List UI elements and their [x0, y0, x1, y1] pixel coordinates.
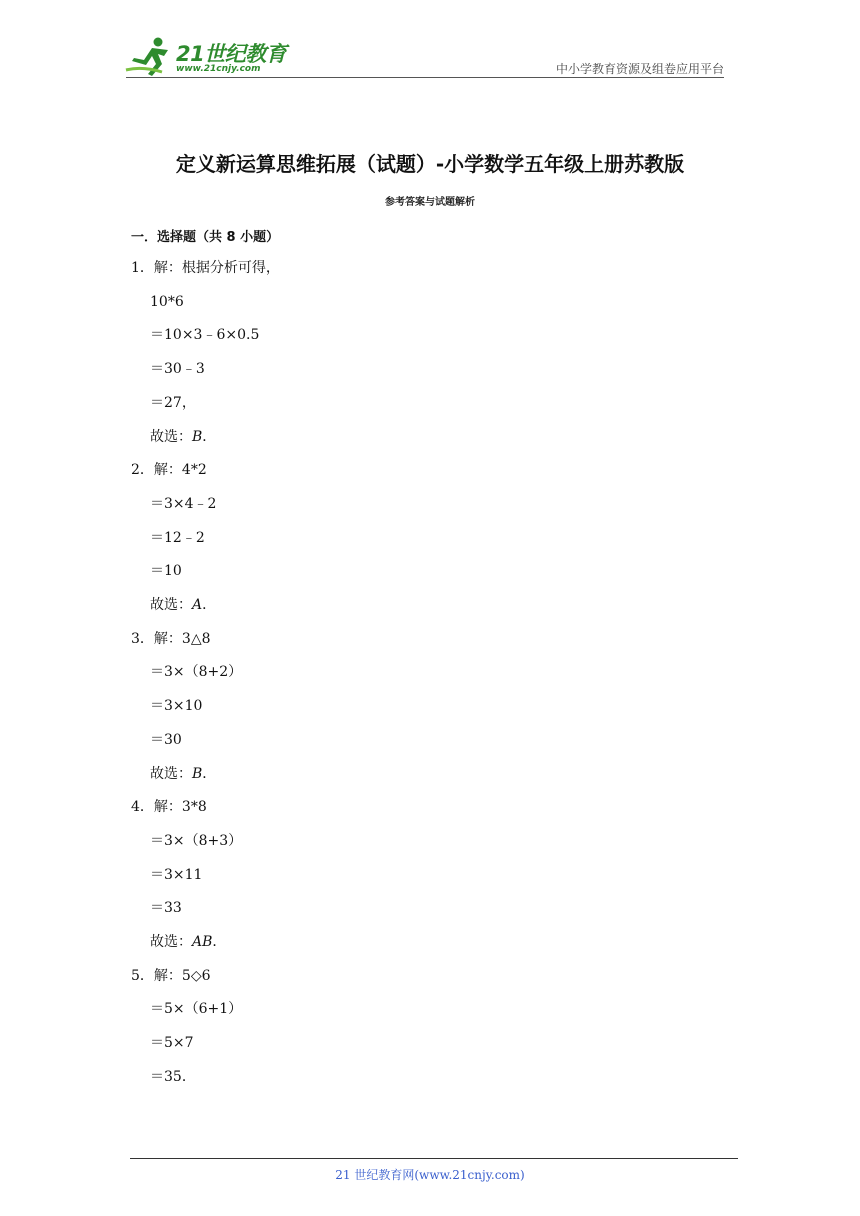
solution-step — [150, 765, 216, 783]
solution-step: ＝10×3﹣6×0.5 — [150, 327, 260, 343]
solution-step: ＝3×4﹣2 — [150, 496, 217, 512]
solution-step: ＝3×11 — [150, 867, 203, 883]
answer-suffix: ． — [212, 934, 227, 950]
answer-prefix: 故选： — [150, 934, 192, 950]
solution-step: ＝27， — [150, 395, 196, 411]
question-line: 2．解：4*2 — [131, 462, 207, 478]
answer-choice: A — [192, 597, 203, 613]
footer-divider — [130, 1158, 738, 1159]
page-title: 定义新运算思维拓展（试题）-小学数学五年级上册苏教版 — [175, 152, 685, 176]
solution-step: ＝10 — [150, 563, 182, 579]
solution-step: ＝30 — [150, 732, 182, 748]
answer-choice: AB — [192, 934, 213, 950]
solution-step: ＝5×7 — [150, 1035, 194, 1051]
solution-step: ＝3×（8+3） — [150, 833, 243, 849]
question-line: 3．解：3△8 — [131, 631, 211, 647]
solution-step: ＝33 — [150, 900, 182, 916]
solution-step: ＝5×（6+1） — [150, 1001, 243, 1017]
logo — [122, 36, 292, 80]
answer-suffix: ． — [202, 597, 217, 613]
answer-choice: B — [192, 766, 203, 782]
solution-step: ＝30﹣3 — [150, 361, 205, 377]
section-heading: 一．选择题（共 8 小题） — [131, 230, 280, 245]
answer-prefix: 故选： — [150, 429, 192, 445]
header-divider — [126, 77, 724, 78]
solution-step — [150, 428, 216, 446]
question-line: 4．解：3*8 — [131, 799, 207, 815]
solution-step — [150, 596, 216, 614]
answer-prefix: 故选： — [150, 766, 192, 782]
page-header — [0, 0, 860, 80]
header-platform-text: 中小学教育资源及组卷应用平台 — [555, 62, 724, 76]
answer-prefix: 故选： — [150, 597, 192, 613]
question-line: 1．解：根据分析可得， — [131, 260, 280, 276]
logo-text: 21世纪教育 — [176, 42, 287, 66]
page-subtitle: 参考答案与试题解析 — [385, 197, 475, 208]
runner-logo-icon — [122, 36, 178, 80]
solution-step — [150, 933, 226, 951]
answer-suffix: ． — [202, 766, 217, 782]
solution-step: ＝12﹣2 — [150, 530, 205, 546]
solution-step: ＝35． — [150, 1069, 196, 1085]
solution-step: 10*6 — [150, 294, 184, 310]
footer-text: 21 世纪教育网(www.21cnjy.com) — [335, 1168, 525, 1182]
solution-step: ＝3×（8+2） — [150, 664, 243, 680]
question-line: 5．解：5◇6 — [131, 968, 211, 984]
solution-step: ＝3×10 — [150, 698, 203, 714]
answer-suffix: ． — [202, 429, 217, 445]
answer-choice: B — [192, 429, 203, 445]
logo-url: www.21cnjy.com — [176, 64, 261, 74]
